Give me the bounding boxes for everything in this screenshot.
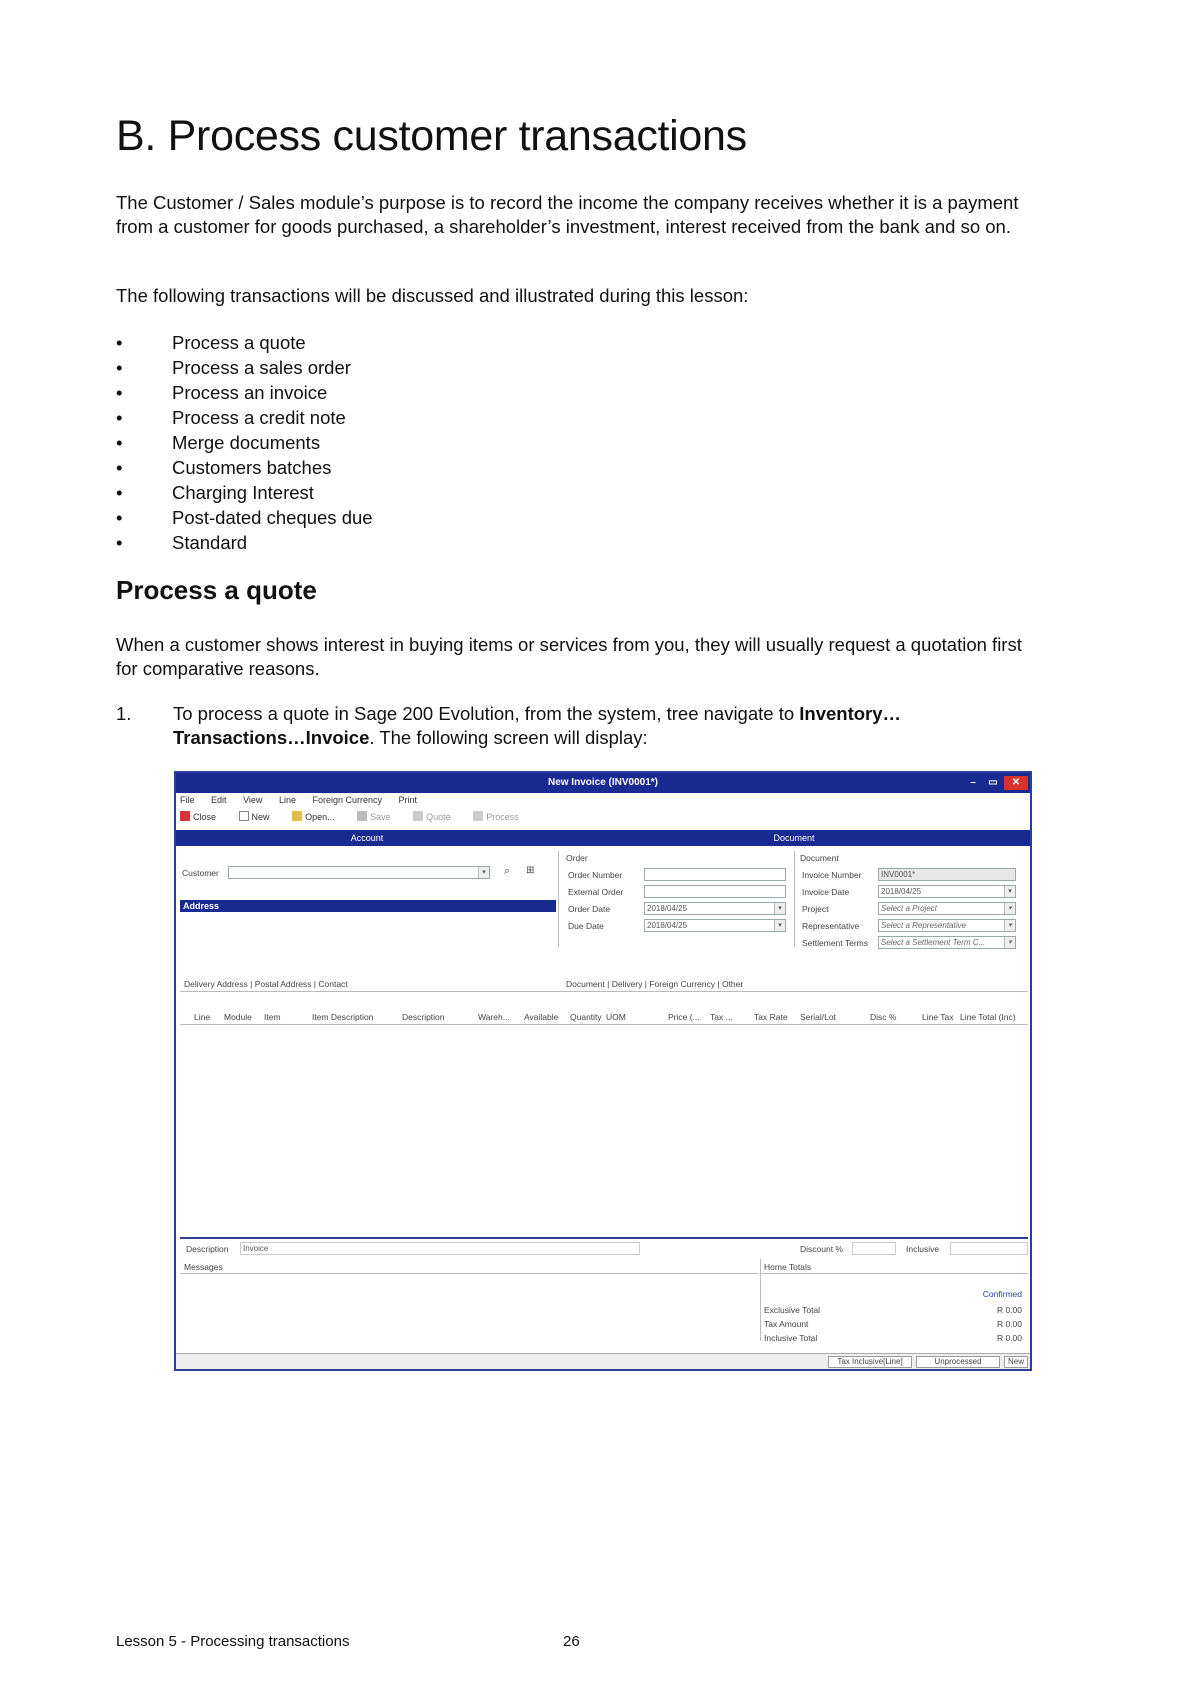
messages-label: Messages — [184, 1262, 223, 1272]
column-header[interactable]: Line — [194, 1012, 211, 1022]
window-titlebar — [176, 773, 1030, 793]
process-icon — [473, 811, 483, 821]
step-text: To process a quote in Sage 200 Evolution, from the system, tree navigate to Inventory… Transactions…Invoice. The following screen will display: — [173, 703, 902, 748]
confirmed-label: Confirmed — [982, 1289, 1022, 1299]
invoice-date-field[interactable]: 2018/04/25 ▾ — [878, 885, 1016, 898]
document-group-label: Document — [800, 853, 839, 863]
external-order-field[interactable] — [644, 885, 786, 898]
tab-contact[interactable]: Contact — [318, 979, 348, 989]
chevron-down-icon[interactable]: ▾ — [478, 867, 489, 878]
document-state-status: New — [1004, 1356, 1028, 1368]
document-tabs: Document | Delivery | Foreign Currency | Other — [566, 979, 744, 989]
list-item: • Post-dated cheques due — [116, 507, 373, 528]
column-header[interactable]: Tax ... — [710, 1012, 733, 1022]
divider — [180, 991, 1028, 992]
order-number-field[interactable] — [644, 868, 786, 881]
close-icon — [180, 811, 190, 821]
page-number: 26 — [563, 1633, 580, 1650]
menu-file[interactable]: File — [180, 795, 195, 805]
divider — [794, 851, 795, 947]
list-item: • Standard — [116, 532, 248, 553]
invoice-number-field[interactable]: INV0001* — [878, 868, 1016, 881]
lines-grid-header — [180, 1009, 1028, 1025]
chevron-down-icon[interactable]: ▾ — [774, 903, 785, 914]
inclusive-label: Inclusive — [906, 1244, 940, 1254]
tab-delivery-address[interactable]: Delivery Address — [184, 979, 248, 989]
home-totals-label: Home Totals — [764, 1262, 812, 1272]
tax-amount-value: R 0.00 — [996, 1319, 1022, 1329]
divider — [760, 1273, 1028, 1274]
footer-lesson: Lesson 5 - Processing transactions — [116, 1633, 350, 1650]
lead-paragraph: The following transactions will be discussed and illustrated during this lesson: — [116, 285, 749, 306]
intro-paragraph: The Customer / Sales module’s purpose is to record the income the company receives whether it is a payment from a customer for goods purchased, a shareholder’s investment, interest received from the bank and so on. — [116, 192, 1019, 237]
close-button[interactable]: Close — [180, 812, 226, 822]
minimize-icon[interactable]: – — [970, 777, 976, 788]
invoice-footer-panel — [180, 1237, 1028, 1357]
due-date-field[interactable]: 2018/04/25 ▾ — [644, 919, 786, 932]
tab-document[interactable]: Document — [566, 979, 605, 989]
search-icon[interactable]: ⌕ — [504, 865, 511, 877]
tax-amount-label: Tax Amount — [764, 1319, 809, 1329]
menu-bar — [180, 795, 431, 809]
save-icon — [357, 811, 367, 821]
column-header[interactable]: Module — [224, 1012, 252, 1022]
folder-icon — [292, 811, 302, 821]
column-header[interactable]: Available — [524, 1012, 559, 1022]
list-item: • Customers batches — [116, 457, 332, 478]
discount-label: Discount % — [800, 1244, 843, 1254]
column-header[interactable]: Price (... — [668, 1012, 700, 1022]
quote-button[interactable]: Quote — [413, 812, 461, 822]
step-number: 1. — [116, 703, 132, 724]
menu-view[interactable]: View — [243, 795, 263, 805]
tab-foreign-currency[interactable]: Foreign Currency — [649, 979, 715, 989]
list-item: • Charging Interest — [116, 482, 314, 503]
external-order-label: External Order — [568, 887, 624, 897]
address-tabs: Delivery Address | Postal Address | Contact — [184, 979, 348, 989]
process-button[interactable]: Process — [473, 812, 529, 822]
due-date-label: Due Date — [568, 921, 604, 931]
exclusive-total-label: Exclusive Total — [764, 1305, 821, 1315]
list-item: • Process a quote — [116, 332, 306, 353]
column-header[interactable]: Item — [264, 1012, 281, 1022]
inclusive-total-label: Inclusive Total — [764, 1333, 818, 1343]
order-group-label: Order — [566, 853, 588, 863]
column-header[interactable]: Disc % — [870, 1012, 897, 1022]
column-header[interactable]: Line Total (Inc) — [960, 1012, 1016, 1022]
menu-line[interactable]: Line — [278, 795, 296, 805]
process-status: Unprocessed — [916, 1356, 1000, 1368]
divider — [760, 1259, 761, 1341]
open-button[interactable]: Open... — [292, 812, 345, 822]
column-header[interactable]: Quantity — [570, 1012, 602, 1022]
order-date-label: Order Date — [568, 904, 611, 914]
window-title: New Invoice (INV0001*) — [547, 777, 659, 788]
list-item: • Merge documents — [116, 432, 321, 453]
tab-delivery[interactable]: Delivery — [611, 979, 643, 989]
list-item: • Process a credit note — [116, 407, 346, 428]
inclusive-field[interactable] — [950, 1242, 1028, 1255]
column-header[interactable]: Description — [402, 1012, 445, 1022]
close-icon[interactable]: ✕ — [1004, 776, 1028, 790]
column-header[interactable]: Item Description — [312, 1012, 374, 1022]
exclusive-total-value: R 0.00 — [996, 1305, 1022, 1315]
project-label: Project — [802, 904, 829, 914]
chevron-down-icon[interactable]: ▾ — [774, 920, 785, 931]
inclusive-total-value: R 0.00 — [996, 1333, 1022, 1343]
list-item: • Process a sales order — [116, 357, 351, 378]
account-section-header: Account — [176, 830, 558, 846]
menu-edit[interactable]: Edit — [211, 795, 227, 805]
column-header[interactable]: Tax Rate — [754, 1012, 788, 1022]
divider — [180, 1273, 758, 1274]
tab-other[interactable]: Other — [721, 979, 744, 989]
order-number-label: Order Number — [568, 870, 623, 880]
menu-foreign-currency[interactable]: Foreign Currency — [312, 795, 382, 805]
representative-label: Representative — [802, 921, 860, 931]
column-header[interactable]: Line Tax — [922, 1012, 954, 1022]
address-header: Address — [180, 900, 556, 912]
tax-inclusive-status: Tax Inclusive[Line] — [828, 1356, 912, 1368]
quote-icon — [413, 811, 423, 821]
settlement-terms-label: Settlement Terms — [802, 938, 868, 948]
tab-postal-address[interactable]: Postal Address — [254, 979, 312, 989]
customer-field[interactable] — [228, 866, 490, 879]
chevron-down-icon[interactable]: ▾ — [1004, 920, 1015, 931]
column-header[interactable]: Serial/Lot — [800, 1012, 836, 1022]
column-header[interactable]: Wareh... — [478, 1012, 510, 1022]
new-button[interactable]: New — [239, 812, 280, 822]
project-select[interactable]: Select a Project ▾ — [878, 902, 1016, 915]
list-item: • Process an invoice — [116, 382, 328, 403]
transactions-list — [116, 330, 373, 555]
customer-label: Customer — [182, 868, 219, 878]
customer-lookup-icon[interactable]: ⊞ — [526, 865, 535, 876]
chevron-down-icon[interactable]: ▾ — [1004, 937, 1015, 948]
toolbar — [180, 811, 539, 827]
status-bar — [176, 1353, 1030, 1369]
new-document-icon — [239, 811, 249, 821]
invoice-window-screenshot — [174, 771, 1032, 1371]
representative-select[interactable]: Select a Representative ▾ — [878, 919, 1016, 932]
maximize-icon[interactable]: ▭ — [988, 777, 998, 788]
settlement-terms-select[interactable]: Select a Settlement Term C... ▾ — [878, 936, 1016, 949]
menu-print[interactable]: Print — [398, 795, 418, 805]
document-section-header: Document — [558, 830, 1030, 846]
quote-paragraph: When a customer shows interest in buying items or services from you, they will usually request a quotation first for comparative reasons. — [116, 634, 1022, 679]
section-heading: Process a quote — [116, 575, 317, 605]
invoice-date-label: Invoice Date — [802, 887, 850, 897]
chevron-down-icon[interactable]: ▾ — [1004, 886, 1015, 897]
order-date-field[interactable]: 2018/04/25 ▾ — [644, 902, 786, 915]
page-title: B. Process customer transactions — [116, 112, 747, 160]
description-field[interactable]: Invoice — [240, 1242, 640, 1255]
column-header[interactable]: UOM — [606, 1012, 626, 1022]
invoice-number-label: Invoice Number — [802, 870, 862, 880]
divider — [558, 851, 559, 947]
save-button[interactable]: Save — [357, 812, 401, 822]
discount-field[interactable] — [852, 1242, 896, 1255]
description-label: Description — [186, 1244, 229, 1254]
chevron-down-icon[interactable]: ▾ — [1004, 903, 1015, 914]
